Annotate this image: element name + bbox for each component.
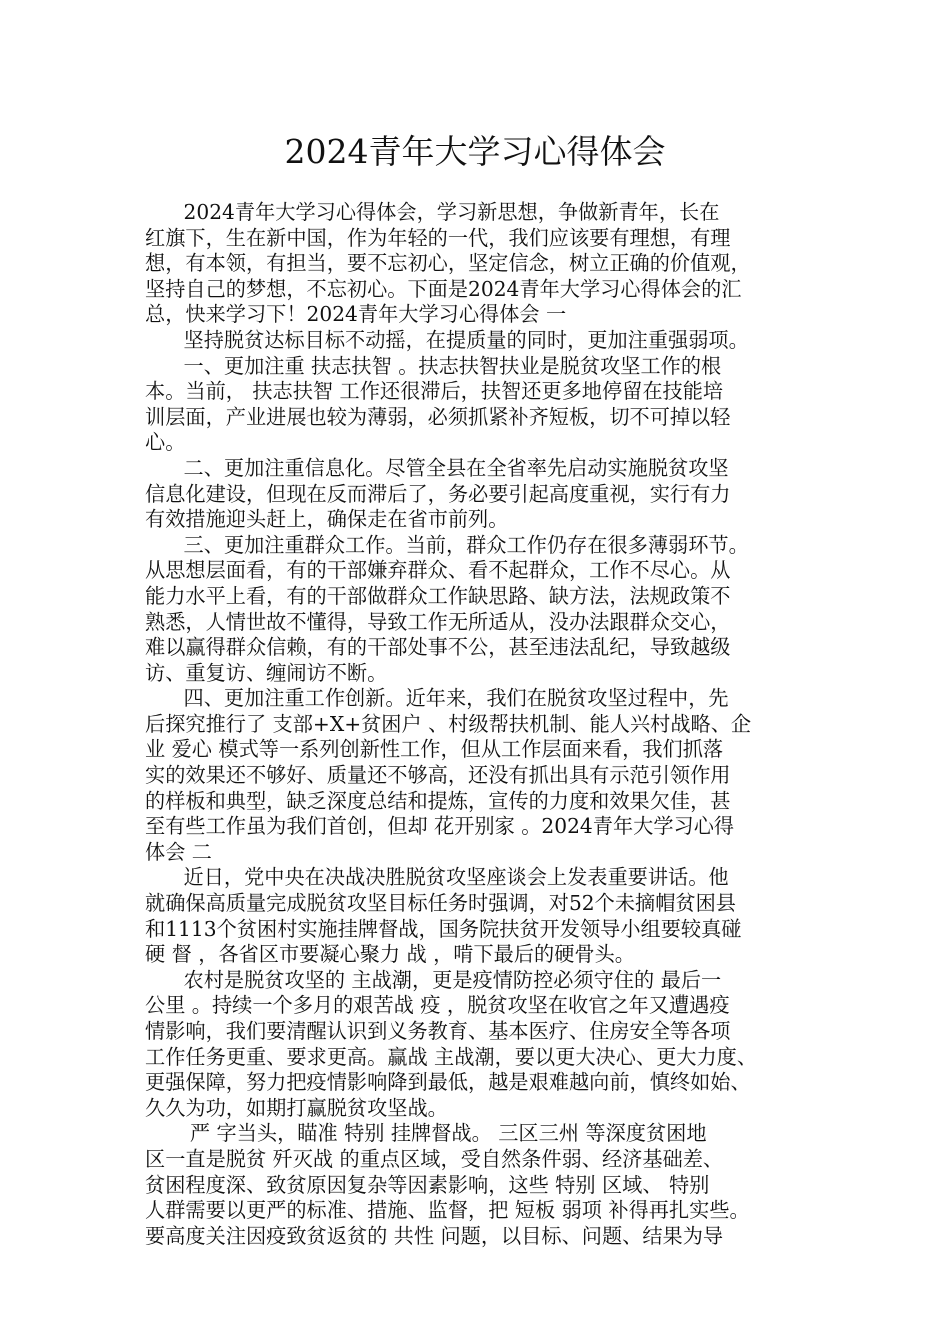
body-text-line: 人群需要以更严的标准、措施、监督，把 短板 弱项 补得再扎实些。	[145, 1198, 750, 1223]
body-text-line: 熟悉，人情世故不懂得，导致工作无所适从，没办法跟群众交心，	[145, 609, 731, 634]
body-text-line: 硬 督 ，各省区市要凝心聚力 战 ，啃下最后的硬骨头。	[145, 942, 635, 967]
body-text-line: 从思想层面看，有的干部嫌弃群众、看不起群众，工作不尽心。从	[145, 558, 731, 583]
body-text-line: 红旗下，生在新中国，作为年轻的一代，我们应该要有理想，有理	[145, 225, 731, 250]
body-text-line: 情影响，我们要清醒认识到义务教育、基本医疗、住房安全等各项	[145, 1019, 731, 1043]
body-text-line: 严 字当头，瞄准 特别 挂牌督战。 三区三州 等深度贫困地	[145, 1121, 707, 1146]
body-text-line: 贫困程度深、致贫原因复杂等因素影响，这些 特别 区域、 特别	[145, 1172, 710, 1197]
body-text-line: 信息化建设，但现在反而滞后了，务必要引起高度重视，实行有力	[145, 481, 731, 506]
body-text-line: 近日，党中央在决战决胜脱贫攻坚座谈会上发表重要讲话。他	[145, 865, 729, 890]
body-text-line: 访、重复访、缠闹访不断。	[145, 660, 388, 685]
document-title: 2024青年大学习心得体会	[284, 132, 666, 171]
body-text-line: 训层面，产业进展也较为薄弱，必须抓紧补齐短板，切不可掉以轻	[145, 404, 731, 429]
body-text-line: 区一直是脱贫 歼灭战 的重点区域，受自然条件弱、经济基础差、	[145, 1146, 724, 1171]
body-text-line: 和1113个贫困村实施挂牌督战，国务院扶贫开发领导小组要较真碰	[145, 916, 742, 941]
body-text-line: 心。	[145, 430, 186, 455]
body-text-line: 三、更加注重群众工作。当前，群众工作仍存在很多薄弱环节。	[145, 532, 749, 557]
body-text-line: 一、更加注重 扶志扶智 。扶志扶智扶业是脱贫攻坚工作的根	[145, 353, 722, 378]
body-text-line: 工作任务更重、要求更高。赢战 主战潮，要以更大决心、更大力度、	[145, 1044, 758, 1069]
body-text-line: 2024青年大学习心得体会，学习新思想，争做新青年，长在	[145, 200, 720, 224]
body-text-line: 坚持脱贫达标目标不动摇，在提质量的同时，更加注重强弱项。	[145, 327, 749, 352]
body-text-line: 实的效果还不够好、质量还不够高，还没有抓出具有示范引领作用	[145, 763, 731, 788]
body-text-line: 坚持自己的梦想，不忘初心。下面是2024青年大学习心得体会的汇	[145, 276, 742, 301]
body-text-line: 有效措施迎头赶上，确保走在省市前列。	[145, 507, 509, 532]
body-text-line: 四、更加注重工作创新。近年来，我们在脱贫攻坚过程中，先	[145, 686, 729, 711]
body-text-line: 久久为功，如期打赢脱贫攻坚战。	[145, 1095, 448, 1120]
body-text-line: 后探究推行了 支部+X+贫困户 、村级帮扶机制、能人兴村战略、企	[145, 711, 752, 736]
body-text-line: 公里 。持续一个多月的艰苦战 疫 ，脱贫攻坚在收官之年又遭遇疫	[145, 993, 730, 1018]
body-text-line: 更强保障，努力把疫情影响降到最低，越是艰难越向前，慎终如始、	[145, 1070, 751, 1095]
body-text-line: 体会 二	[145, 839, 212, 864]
body-text-line: 总，快来学习下！2024青年大学习心得体会 一	[145, 302, 567, 327]
body-text-line: 农村是脱贫攻坚的 主战潮，更是疫情防控必须守住的 最后一	[145, 967, 722, 992]
body-text-line: 要高度关注因疫致贫返贫的 共性 问题，以目标、问题、结果为导	[145, 1223, 724, 1248]
body-text-line: 二、更加注重信息化。尽管全县在全省率先启动实施脱贫攻坚	[145, 455, 729, 480]
body-text-line: 就确保高质量完成脱贫攻坚目标任务时强调，对52个未摘帽贫困县	[145, 891, 736, 916]
body-text-line: 本。当前， 扶志扶智 工作还很滞后，扶智还更多地停留在技能培	[145, 379, 724, 404]
body-text-line: 难以赢得群众信赖，有的干部处事不公，甚至违法乱纪，导致越级	[145, 635, 731, 660]
document-body	[145, 200, 825, 1249]
body-text-line: 业 爱心 模式等一系列创新性工作，但从工作层面来看，我们抓落	[145, 737, 724, 762]
body-text-line: 的样板和典型，缺乏深度总结和提炼，宣传的力度和效果欠佳，甚	[145, 788, 731, 813]
body-text-line: 能力水平上看，有的干部做群众工作缺思路、缺方法，法规政策不	[145, 583, 731, 608]
body-text-line: 至有些工作虽为我们首创，但却 花开别家 。2024青年大学习心得	[145, 814, 735, 839]
body-text-line: 想，有本领，有担当，要不忘初心，坚定信念，树立正确的价值观，	[145, 251, 751, 276]
